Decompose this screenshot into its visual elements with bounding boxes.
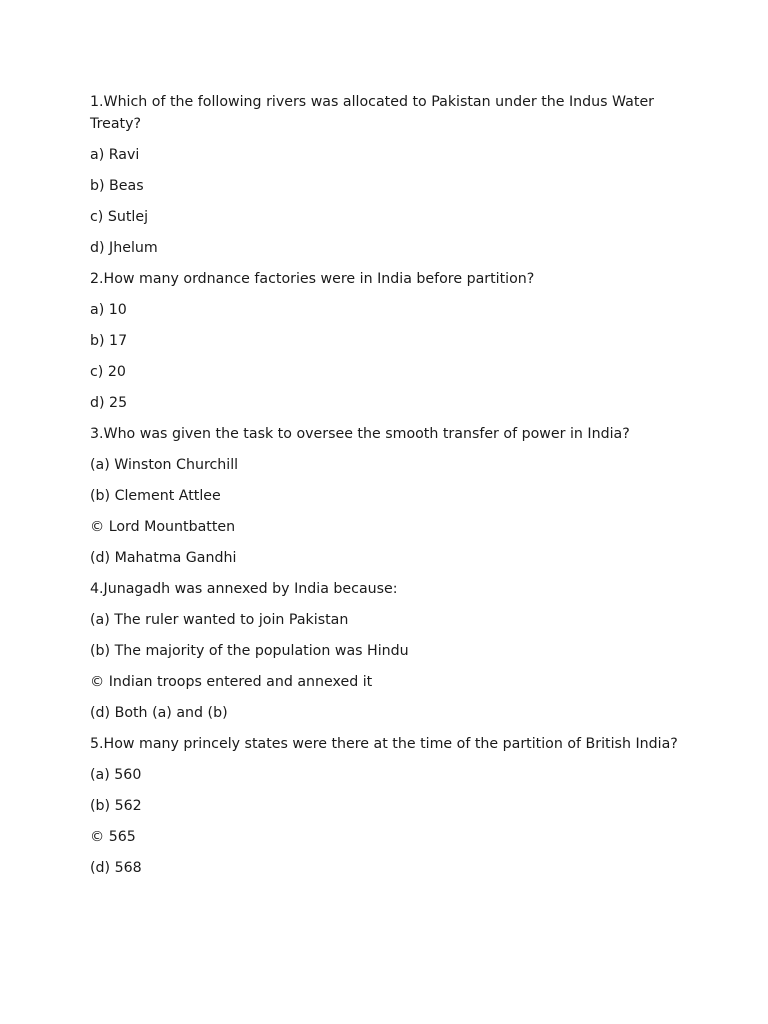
question-block: [90, 734, 680, 880]
question-text: 2.How many ordnance factories were in India before partition?: [90, 270, 535, 287]
answer-option: (d) Both (a) and (b): [90, 704, 228, 721]
answer-option: a) Ravi: [90, 146, 140, 163]
answer-option: © 565: [90, 828, 136, 845]
question-block: [90, 424, 680, 570]
answer-option: © Indian troops entered and annexed it: [90, 673, 373, 690]
question-text: 5.How many princely states were there at the time of the partition of British India?: [90, 735, 678, 752]
answer-option: (b) 562: [90, 797, 142, 814]
answer-option: (a) 560: [90, 766, 142, 783]
question-block: [90, 269, 680, 415]
answer-option: (a) The ruler wanted to join Pakistan: [90, 611, 349, 628]
answer-option: (b) Clement Attlee: [90, 487, 221, 504]
answer-option: a) 10: [90, 301, 127, 318]
question-text: 1.Which of the following rivers was allocated to Pakistan under the Indus Water Treaty?: [90, 94, 655, 132]
answer-option: (b) The majority of the population was Hindu: [90, 642, 409, 659]
question-block: [90, 92, 680, 259]
answer-option: (d) Mahatma Gandhi: [90, 549, 237, 566]
answer-option: © Lord Mountbatten: [90, 518, 236, 535]
answer-option: (d) 568: [90, 859, 142, 876]
answer-option: c) 20: [90, 363, 126, 380]
question-list: [90, 92, 680, 889]
answer-option: b) 17: [90, 332, 128, 349]
answer-option: c) Sutlej: [90, 208, 149, 225]
question-text: 4.Junagadh was annexed by India because:: [90, 580, 398, 597]
question-block: [90, 579, 680, 725]
answer-option: b) Beas: [90, 177, 144, 194]
answer-option: d) 25: [90, 394, 128, 411]
answer-option: (a) Winston Churchill: [90, 456, 239, 473]
answer-option: d) Jhelum: [90, 239, 158, 256]
question-text: 3.Who was given the task to oversee the smooth transfer of power in India?: [90, 425, 630, 442]
